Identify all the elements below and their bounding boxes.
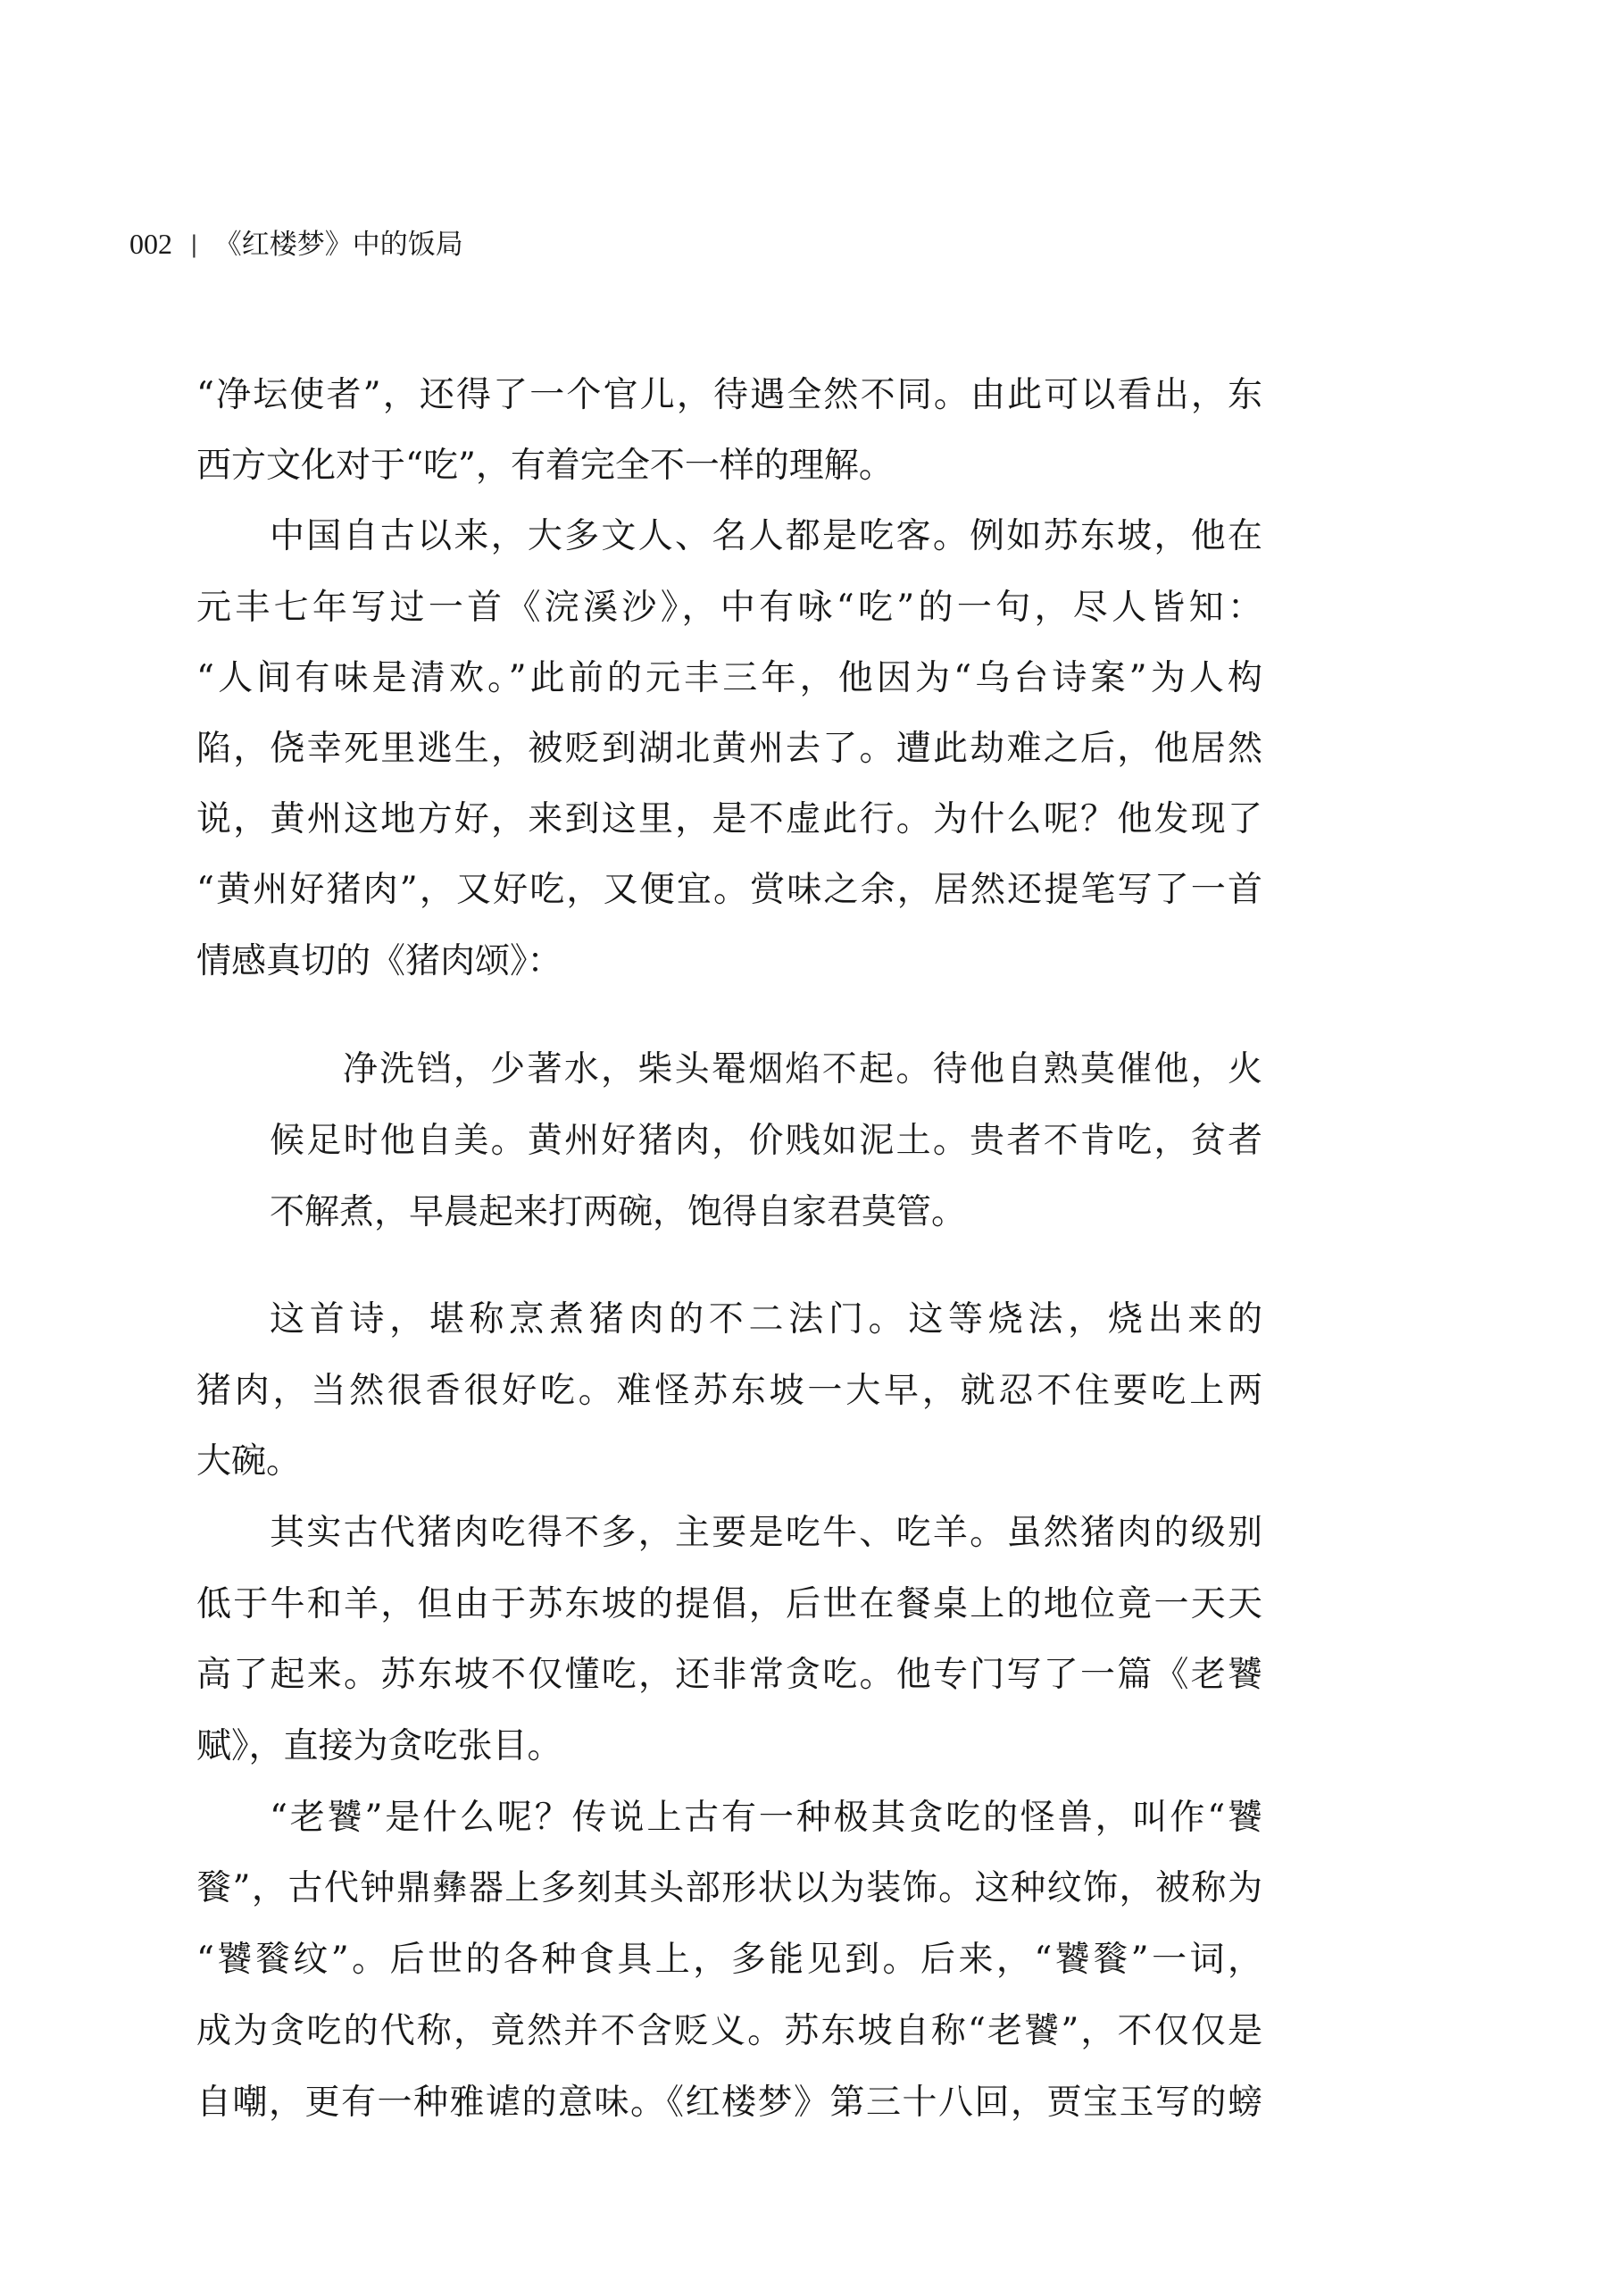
text-line: 大碗。 — [196, 1441, 302, 1482]
body-text-continued — [196, 1284, 1262, 2138]
quote-line: 净洗铛，少著水，柴头罨烟焰不起。待他自熟莫催他，火 — [343, 1048, 1262, 1089]
paragraph — [196, 360, 1262, 501]
text-line: “老饕”是什么呢？传说上古有一种极其贪吃的怪兽，叫作“饕 — [270, 1797, 1262, 1838]
paragraph — [196, 1284, 1262, 1498]
body-text — [196, 360, 1262, 2138]
paragraph — [196, 501, 1262, 996]
text-line: 情感真切的《猪肉颂》： — [196, 940, 562, 981]
page-number: 002 — [129, 228, 172, 260]
text-line: “人间有味是清欢。”此前的元丰三年，他因为“乌台诗案”为人构 — [196, 657, 1262, 698]
text-line: 这首诗，堪称烹煮猪肉的不二法门。这等烧法，烧出来的 — [270, 1298, 1262, 1340]
text-line: 高了起来。苏东坡不仅懂吃，还非常贪吃。他专门写了一篇《老饕 — [196, 1655, 1262, 1696]
text-line: 西方文化对于“吃”，有着完全不一样的理解。 — [196, 446, 894, 487]
text-line: 说，黄州这地方好，来到这里，是不虚此行。为什么呢？他发现了 — [196, 799, 1262, 840]
text-line: “黄州好猪肉”，又好吃，又便宜。赏味之余，居然还提笔写了一首 — [196, 870, 1262, 911]
quote-line: 不解煮，早晨起来打两碗，饱得自家君莫管。 — [270, 1191, 967, 1232]
book-title: 《红楼梦》中的饭局 — [213, 229, 463, 261]
text-line: 陷，侥幸死里逃生，被贬到湖北黄州去了。遭此劫难之后，他居然 — [196, 729, 1262, 770]
poem-quote — [270, 1034, 1262, 1248]
text-line: 中国自古以来，大多文人、名人都是吃客。例如苏东坡，他在 — [270, 516, 1262, 557]
paragraph — [196, 1782, 1262, 2139]
quote-line: 候足时他自美。黄州好猪肉，价贱如泥土。贵者不肯吃，贫者 — [270, 1120, 1262, 1161]
text-line: 元丰七年写过一首《浣溪沙》，中有咏“吃”的一句，尽人皆知： — [196, 587, 1262, 628]
header-separator: | — [190, 231, 198, 258]
running-header — [129, 224, 463, 266]
text-line: 自嘲，更有一种雅谑的意味。《红楼梦》第三十八回，贾宝玉写的螃 — [196, 2082, 1262, 2123]
text-line: 猪肉，当然很香很好吃。难怪苏东坡一大早，就忍不住要吃上两 — [196, 1370, 1262, 1411]
text-line: 赋》，直接为贪吃张目。 — [196, 1726, 562, 1767]
paragraph — [196, 1498, 1262, 1782]
text-line: “净坛使者”，还得了一个官儿，待遇全然不同。由此可以看出，东 — [196, 375, 1262, 415]
text-line: 成为贪吃的代称，竟然并不含贬义。苏东坡自称“老饕”，不仅仅是 — [196, 2010, 1262, 2051]
text-line: 餮”，古代钟鼎彝器上多刻其头部形状以为装饰。这种纹饰，被称为 — [196, 1868, 1262, 1909]
text-line: 低于牛和羊，但由于苏东坡的提倡，后世在餐桌上的地位竟一天天 — [196, 1583, 1262, 1624]
text-line: 其实古代猪肉吃得不多，主要是吃牛、吃羊。虽然猪肉的级别 — [270, 1512, 1262, 1553]
text-line: “饕餮纹”。后世的各种食具上，多能见到。后来，“饕餮”一词， — [196, 1940, 1262, 1981]
